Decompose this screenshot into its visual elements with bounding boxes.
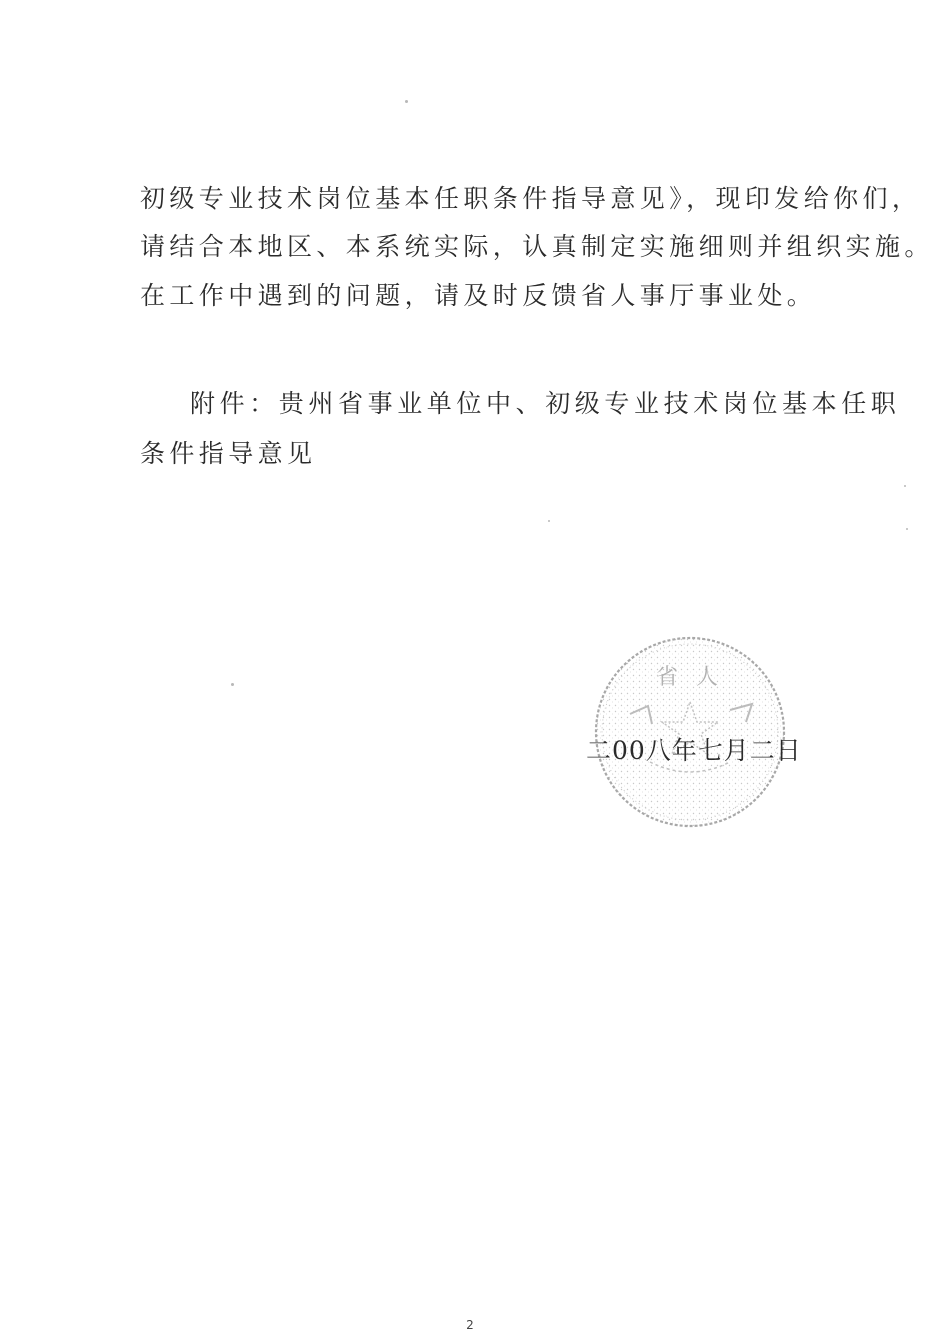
attachment-line: 条件指导意见 xyxy=(140,439,317,468)
scan-speck xyxy=(231,683,234,686)
scan-speck xyxy=(906,528,908,530)
seal-ring xyxy=(596,638,784,826)
official-seal xyxy=(590,632,790,832)
attachment-line: 附件：贵州省事业单位中、初级专业技术岗位基本任职 xyxy=(190,389,901,418)
page-number: 2 xyxy=(466,1318,474,1332)
body-paragraph-line: 请结合本地区、本系统实际，认真制定实施细则并组织实施。 xyxy=(140,232,934,261)
seal-text-fragment: 人 xyxy=(696,665,719,690)
body-paragraph-line: 初级专业技术岗位基本任职条件指导意见》，现印发给你们， xyxy=(140,184,922,213)
document-date: 二00八年七月二日 xyxy=(586,736,802,765)
scan-speck xyxy=(405,100,408,103)
seal-text-fragment: 省 xyxy=(656,665,679,690)
scan-speck xyxy=(548,520,550,522)
body-paragraph-line: 在工作中遇到的问题，请及时反馈省人事厅事业处。 xyxy=(140,281,817,310)
scan-speck xyxy=(904,485,906,487)
